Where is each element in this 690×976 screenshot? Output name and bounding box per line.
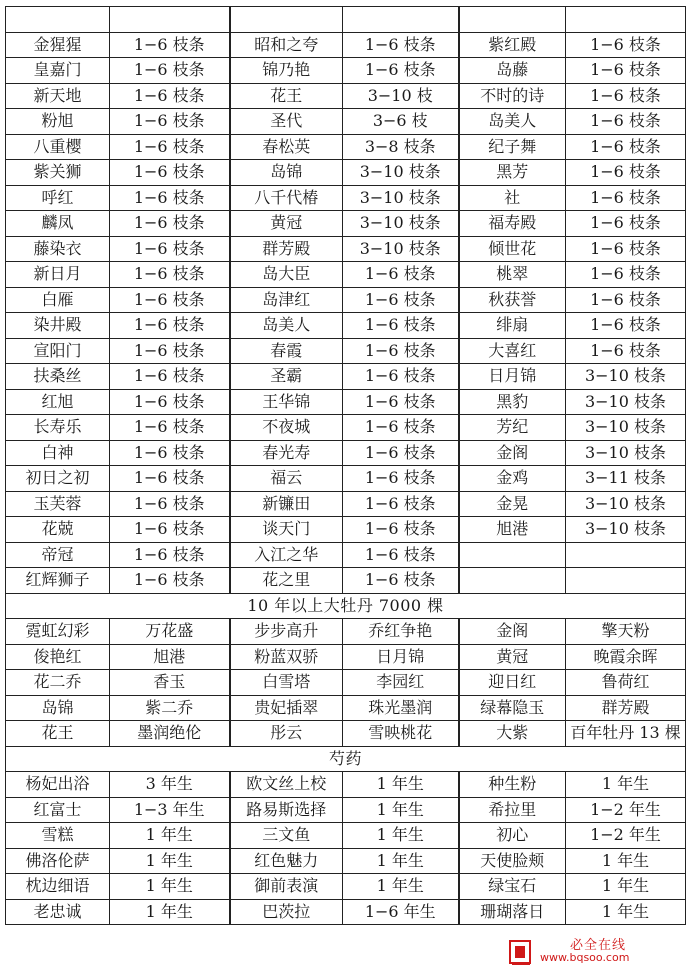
variety-name-cell: 紫红殿 [459,32,566,58]
table-row [6,83,686,109]
spec-cell: 1−6 枝条 [110,415,230,441]
variety-name-cell: 三文鱼 [230,823,343,849]
spec-cell: 3−10 枝条 [343,211,459,237]
spec-cell: 1 年生 [343,772,459,798]
spec-cell: 乔红争艳 [343,619,459,645]
spec-cell: 1 年生 [110,823,230,849]
variety-name-cell: 扶桑丝 [6,364,110,390]
spec-cell: 1−6 枝条 [110,466,230,492]
variety-name-cell: 呼红 [6,185,110,211]
price-sheet [5,6,685,925]
variety-name-cell: 粉旭 [6,109,110,135]
variety-name-cell: 白雪塔 [230,670,343,696]
spec-cell [343,7,459,33]
spec-cell: 3−10 枝条 [343,185,459,211]
variety-name-cell: 白雁 [6,287,110,313]
variety-name-cell: 圣霸 [230,364,343,390]
spec-cell: 1−6 枝条 [566,313,686,339]
variety-name-cell [459,7,566,33]
variety-name-cell: 八重樱 [6,134,110,160]
variety-name-cell: 初心 [459,823,566,849]
table-row [6,211,686,237]
variety-name-cell: 彤云 [230,721,343,747]
spec-cell: 鲁荷红 [566,670,686,696]
spec-cell: 1−6 枝条 [110,134,230,160]
section-herbaceous-title [6,746,686,772]
variety-name-cell: 花王 [6,721,110,747]
variety-name-cell: 霓虹幻彩 [6,619,110,645]
variety-name-cell: 花二乔 [6,670,110,696]
spec-cell: 万花盛 [110,619,230,645]
variety-name-cell: 倾世花 [459,236,566,262]
spec-cell: 1−3 年生 [110,797,230,823]
variety-name-cell: 藤染衣 [6,236,110,262]
variety-name-cell: 红辉狮子 [6,568,110,594]
spec-cell: 1−6 枝条 [566,338,686,364]
variety-name-cell: 长寿乐 [6,415,110,441]
variety-name-cell: 日月锦 [459,364,566,390]
variety-name-cell: 染井殿 [6,313,110,339]
variety-name-cell: 芳纪 [459,415,566,441]
variety-name-cell: 粉蓝双骄 [230,644,343,670]
spec-cell: 1−6 枝条 [110,58,230,84]
variety-name-cell: 白神 [6,440,110,466]
spec-cell: 1−6 枝条 [110,287,230,313]
variety-name-cell: 天使脸颊 [459,848,566,874]
variety-name-cell: 大紫 [459,721,566,747]
spec-cell: 紫二乔 [110,695,230,721]
spec-cell: 1−6 枝条 [566,58,686,84]
variety-name-cell: 绿幕隐玉 [459,695,566,721]
variety-name-cell: 秋获誉 [459,287,566,313]
table-row [6,772,686,798]
spec-cell: 1−6 枝条 [566,32,686,58]
spec-cell: 1−6 枝条 [566,185,686,211]
spec-cell: 3−10 枝条 [566,415,686,441]
variety-name-cell: 金晃 [459,491,566,517]
variety-name-cell: 珊瑚落日 [459,899,566,925]
variety-name-cell: 昭和之夸 [230,32,343,58]
table-row [6,32,686,58]
spec-cell: 1−6 枝条 [343,568,459,594]
table-row [6,389,686,415]
spec-cell: 日月锦 [343,644,459,670]
spec-cell: 1 年生 [110,874,230,900]
variety-name-cell: 玉芙蓉 [6,491,110,517]
spec-cell [566,568,686,594]
spec-cell: 1−6 枝条 [566,236,686,262]
variety-name-cell: 枕边细语 [6,874,110,900]
variety-name-cell: 黄冠 [459,644,566,670]
variety-name-cell: 王华锦 [230,389,343,415]
variety-name-cell: 圣代 [230,109,343,135]
variety-name-cell: 不夜城 [230,415,343,441]
table-row [6,721,686,747]
variety-name-cell: 杨妃出浴 [6,772,110,798]
spec-cell: 3 年生 [110,772,230,798]
table-row [6,491,686,517]
table-row [6,874,686,900]
spec-cell: 墨润绝伦 [110,721,230,747]
spec-cell: 1 年生 [566,848,686,874]
spec-cell: 1 年生 [343,848,459,874]
variety-name-cell: 帝冠 [6,542,110,568]
variety-name-cell: 八千代椿 [230,185,343,211]
watermark-url: www.bqsoo.com [540,951,630,964]
spec-cell: 1−6 枝条 [343,287,459,313]
spec-cell: 1−6 枝条 [343,466,459,492]
spec-cell: 1−6 枝条 [566,134,686,160]
spec-cell: 1−6 枝条 [110,109,230,135]
spec-cell: 1 年生 [566,772,686,798]
table-row [6,364,686,390]
table-row [6,797,686,823]
section-peony-title [6,593,686,619]
variety-name-cell: 绿宝石 [459,874,566,900]
variety-name-cell: 黑豹 [459,389,566,415]
spec-cell: 1−6 枝条 [110,262,230,288]
spec-cell: 3−10 枝条 [566,364,686,390]
variety-name-cell: 谈天门 [230,517,343,543]
watermark [508,936,668,970]
spec-cell: 1−6 枝条 [110,338,230,364]
table-row [6,236,686,262]
variety-name-cell: 大喜红 [459,338,566,364]
variety-name-cell: 纪子舞 [459,134,566,160]
spec-cell: 1−6 枝条 [110,313,230,339]
variety-name-cell: 春光寿 [230,440,343,466]
variety-name-cell: 欧文丝上校 [230,772,343,798]
variety-name-cell: 岛锦 [230,160,343,186]
spec-cell: 3−10 枝条 [566,491,686,517]
spec-cell: 1−6 枝条 [343,32,459,58]
spec-cell: 1−6 枝条 [566,287,686,313]
variety-name-cell: 岛津红 [230,287,343,313]
variety-name-cell: 希拉里 [459,797,566,823]
spec-cell: 3−10 枝 [343,83,459,109]
table-row [6,695,686,721]
spec-cell: 1−6 枝条 [343,338,459,364]
variety-name-cell: 宣阳门 [6,338,110,364]
spec-cell: 1−6 枝条 [110,542,230,568]
spec-cell: 3−10 枝条 [566,440,686,466]
variety-name-cell: 雪糕 [6,823,110,849]
variety-name-cell: 贵妃插翠 [230,695,343,721]
variety-name-cell: 旭港 [459,517,566,543]
variety-name-cell: 群芳殿 [230,236,343,262]
table-row [6,313,686,339]
variety-name-cell: 黄冠 [230,211,343,237]
spec-cell: 1−6 年生 [343,899,459,925]
spec-cell: 1 年生 [566,874,686,900]
section-peony-title-label: 10 年以上大牡丹 7000 棵 [6,593,686,619]
table-row [6,568,686,594]
spec-cell: 1−6 枝条 [110,389,230,415]
variety-name-cell: 岛藤 [459,58,566,84]
spec-cell: 1 年生 [343,797,459,823]
spec-cell: 1−6 枝条 [566,109,686,135]
spec-cell: 1−6 枝条 [110,211,230,237]
spec-cell: 1−6 枝条 [110,491,230,517]
spec-cell: 晚霞余晖 [566,644,686,670]
spec-cell: 李园红 [343,670,459,696]
variety-name-cell: 岛美人 [230,313,343,339]
spec-cell: 3−6 枝 [343,109,459,135]
table-row [6,619,686,645]
spec-cell: 1−6 枝条 [110,236,230,262]
spec-cell: 3−10 枝条 [343,160,459,186]
table-row [6,109,686,135]
spec-cell: 1−6 枝条 [343,389,459,415]
variety-name-cell: 入江之华 [230,542,343,568]
variety-name-cell: 迎日红 [459,670,566,696]
table-row [6,823,686,849]
spec-cell: 1−6 枝条 [566,83,686,109]
variety-name-cell: 金鸡 [459,466,566,492]
spec-cell: 1−6 枝条 [110,160,230,186]
variety-name-cell: 路易斯选择 [230,797,343,823]
variety-name-cell: 黑芳 [459,160,566,186]
variety-name-cell: 新日月 [6,262,110,288]
table-row [6,542,686,568]
table-row [6,670,686,696]
variety-name-cell: 金阁 [459,619,566,645]
table-row [6,440,686,466]
spec-cell: 1−6 枝条 [343,440,459,466]
spec-cell: 1−6 枝条 [566,160,686,186]
site-logo-icon [508,938,534,966]
table-row [6,134,686,160]
variety-name-cell: 春松英 [230,134,343,160]
variety-name-cell: 红色魅力 [230,848,343,874]
spec-cell: 群芳殿 [566,695,686,721]
spec-cell: 珠光墨润 [343,695,459,721]
table-row [6,160,686,186]
variety-name-cell [230,7,343,33]
spec-cell: 3−10 枝条 [343,236,459,262]
spec-cell: 3−10 枝条 [566,389,686,415]
variety-table [5,6,686,925]
variety-name-cell [459,542,566,568]
spec-cell [110,7,230,33]
spec-cell: 1−6 枝条 [110,185,230,211]
spec-cell: 擎天粉 [566,619,686,645]
table-row [6,58,686,84]
table-row [6,415,686,441]
spec-cell: 1−6 枝条 [343,517,459,543]
variety-name-cell: 紫关狮 [6,160,110,186]
variety-name-cell [459,568,566,594]
spec-cell: 1−6 枝条 [110,517,230,543]
variety-name-cell: 巴茨拉 [230,899,343,925]
spec-cell: 3−10 枝条 [566,517,686,543]
variety-name-cell: 红旭 [6,389,110,415]
spec-cell: 1−6 枝条 [110,440,230,466]
table-row [6,644,686,670]
spec-cell: 1−6 枝条 [110,83,230,109]
spec-cell: 1−6 枝条 [343,415,459,441]
spec-cell: 3−8 枝条 [343,134,459,160]
spec-cell: 1 年生 [343,823,459,849]
variety-name-cell: 步步高升 [230,619,343,645]
table-header [6,7,686,33]
variety-name-cell: 金阁 [459,440,566,466]
section-herbaceous-title-label: 芍药 [6,746,686,772]
spec-cell: 香玉 [110,670,230,696]
variety-name-cell: 种生粉 [459,772,566,798]
spec-cell: 1−6 枝条 [566,211,686,237]
table-row [6,848,686,874]
spec-cell: 1−6 枝条 [343,491,459,517]
variety-name-cell: 花王 [230,83,343,109]
variety-name-cell: 新镰田 [230,491,343,517]
variety-name-cell: 金猩猩 [6,32,110,58]
spec-cell: 1 年生 [110,848,230,874]
spec-cell: 1−6 枝条 [110,32,230,58]
variety-name-cell: 花兢 [6,517,110,543]
spec-cell: 1−6 枝条 [110,364,230,390]
variety-name-cell: 春霞 [230,338,343,364]
spec-cell [566,542,686,568]
table-row [6,466,686,492]
watermark-title: 必全在线 [570,938,627,953]
table-row [6,185,686,211]
variety-name-cell: 社 [459,185,566,211]
spec-cell: 1−6 枝条 [566,262,686,288]
variety-name-cell: 福寿殿 [459,211,566,237]
spec-cell: 1 年生 [566,899,686,925]
spec-cell: 1−6 枝条 [343,262,459,288]
variety-name-cell: 绯扇 [459,313,566,339]
variety-name-cell: 红富士 [6,797,110,823]
spec-cell: 1−6 枝条 [343,58,459,84]
table-row [6,517,686,543]
spec-cell: 1 年生 [343,874,459,900]
variety-name-cell: 锦乃艳 [230,58,343,84]
spec-cell: 1 年生 [110,899,230,925]
variety-name-cell: 皇嘉门 [6,58,110,84]
spec-cell: 1−2 年生 [566,823,686,849]
spec-cell: 雪映桃花 [343,721,459,747]
table-row [6,287,686,313]
table-row [6,338,686,364]
variety-name-cell: 佛洛伦萨 [6,848,110,874]
variety-name-cell: 麟凤 [6,211,110,237]
variety-name-cell: 新天地 [6,83,110,109]
spec-cell: 1−6 枝条 [343,364,459,390]
variety-name-cell: 御前表演 [230,874,343,900]
table-row [6,899,686,925]
spec-cell: 3−11 枝条 [566,466,686,492]
table-row [6,262,686,288]
variety-name-cell: 桃翠 [459,262,566,288]
variety-name-cell: 岛美人 [459,109,566,135]
spec-cell: 旭港 [110,644,230,670]
spec-cell [566,7,686,33]
variety-name-cell: 岛锦 [6,695,110,721]
spec-cell: 百年牡丹 13 棵 [566,721,686,747]
spec-cell: 1−2 年生 [566,797,686,823]
variety-name-cell: 老忠诚 [6,899,110,925]
variety-name-cell: 不时的诗 [459,83,566,109]
variety-name-cell: 俊艳红 [6,644,110,670]
spec-cell: 1−6 枝条 [343,542,459,568]
variety-name-cell: 福云 [230,466,343,492]
variety-name-cell: 初日之初 [6,466,110,492]
variety-name-cell: 花之里 [230,568,343,594]
variety-name-cell: 岛大臣 [230,262,343,288]
spec-cell: 1−6 枝条 [343,313,459,339]
spec-cell: 1−6 枝条 [110,568,230,594]
variety-name-cell [6,7,110,33]
